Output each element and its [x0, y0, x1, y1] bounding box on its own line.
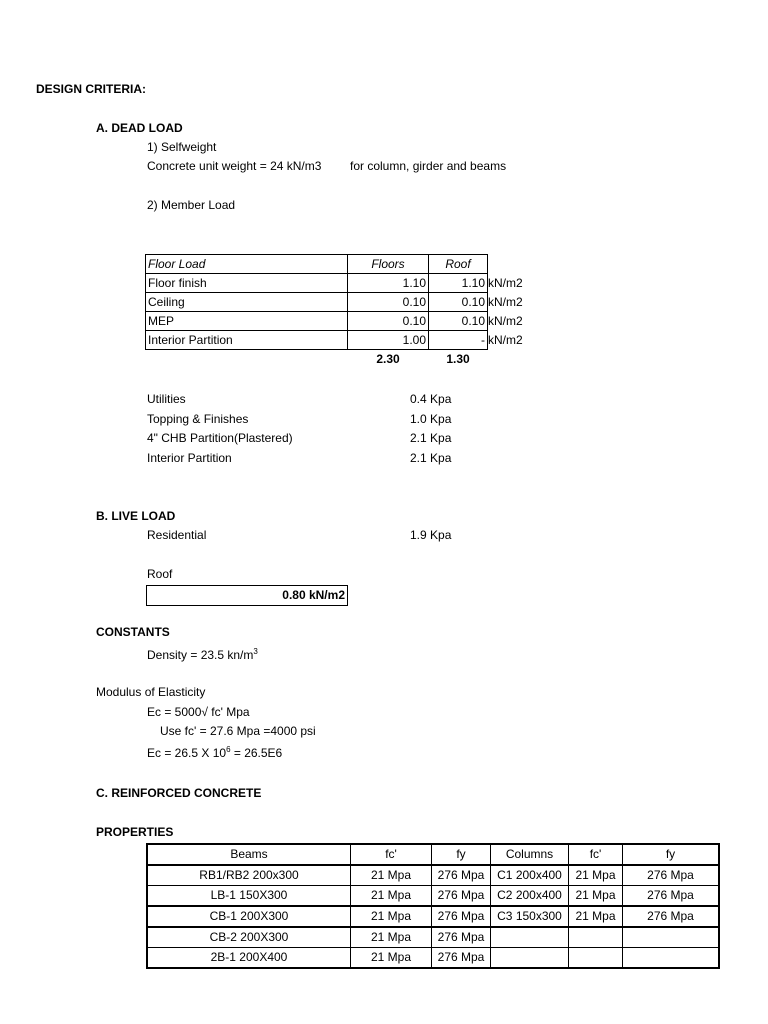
beam-fy: 276 Mpa	[432, 865, 491, 886]
utility-value: 2.1 Kpa	[410, 431, 452, 445]
ec-value-text: Ec = 26.5 X 10	[147, 746, 227, 760]
live-load-heading: B. LIVE LOAD	[96, 509, 176, 523]
row-unit: kN/m2	[488, 276, 523, 290]
column-fy: 276 Mpa	[623, 886, 720, 907]
header-fc: fc'	[351, 844, 432, 865]
column-fy	[623, 927, 720, 948]
header-fy: fy	[432, 844, 491, 865]
table-row	[146, 274, 543, 293]
header-fy: fy	[623, 844, 720, 865]
column-fc: 21 Mpa	[569, 906, 623, 927]
beam-name: LB-1 150X300	[147, 886, 351, 907]
beam-fc: 21 Mpa	[351, 906, 432, 927]
properties-table	[146, 843, 720, 969]
column-fy: 276 Mpa	[623, 906, 720, 927]
row-name: Ceiling	[146, 293, 348, 312]
utility-name: Utilities	[147, 392, 186, 406]
header-columns: Columns	[491, 844, 569, 865]
header-roof: Roof	[429, 255, 488, 274]
reinforced-concrete-heading: C. REINFORCED CONCRETE	[96, 786, 262, 800]
constants-heading: CONSTANTS	[96, 625, 170, 639]
floor-load-table	[145, 254, 543, 368]
row-floors: 0.10	[348, 312, 429, 331]
density-line	[147, 648, 258, 662]
utility-value: 0.4 Kpa	[410, 392, 452, 406]
concrete-unit-weight: Concrete unit weight = 24 kN/m3	[147, 159, 322, 173]
table-row	[147, 906, 719, 927]
roof-label: Roof	[147, 567, 173, 581]
row-unit: kN/m2	[488, 333, 523, 347]
residential-value: 1.9 Kpa	[410, 528, 452, 542]
density-text: Density = 23.5 kn/m	[147, 648, 254, 662]
properties-heading: PROPERTIES	[96, 825, 174, 839]
column-name	[491, 948, 569, 969]
row-name: Floor finish	[146, 274, 348, 293]
column-fy: 276 Mpa	[623, 865, 720, 886]
ec-exponent: 6	[226, 745, 231, 754]
beam-fc: 21 Mpa	[351, 886, 432, 907]
beam-fy: 276 Mpa	[432, 906, 491, 927]
concrete-note: for column, girder and beams	[350, 159, 507, 173]
table-row	[146, 331, 543, 350]
utility-name: Interior Partition	[147, 451, 232, 465]
table-row	[146, 312, 543, 331]
row-roof: 0.10	[429, 293, 488, 312]
beam-name: RB1/RB2 200x300	[147, 865, 351, 886]
total-floors: 2.30	[376, 352, 400, 366]
header-beams: Beams	[147, 844, 351, 865]
row-unit: kN/m2	[488, 295, 523, 309]
roof-value-box: 0.80 kN/m2	[146, 585, 348, 606]
table-header-row	[147, 844, 719, 865]
row-name: MEP	[146, 312, 348, 331]
table-row	[147, 865, 719, 886]
row-floors: 1.00	[348, 331, 429, 350]
dead-load-heading: A. DEAD LOAD	[96, 121, 183, 135]
column-fc: 21 Mpa	[569, 865, 623, 886]
ec-value-line	[147, 746, 282, 760]
beam-fc: 21 Mpa	[351, 948, 432, 969]
beam-fy: 276 Mpa	[432, 948, 491, 969]
table-row	[147, 927, 719, 948]
row-unit: kN/m2	[488, 314, 523, 328]
row-roof: -	[429, 331, 488, 350]
total-roof: 1.30	[446, 352, 470, 366]
table-row	[147, 948, 719, 969]
header-fc: fc'	[569, 844, 623, 865]
column-fy	[623, 948, 720, 969]
utility-name: Topping & Finishes	[147, 412, 249, 426]
table-row	[146, 293, 543, 312]
member-load-label: 2) Member Load	[147, 198, 236, 212]
row-roof: 0.10	[429, 312, 488, 331]
column-fc	[569, 948, 623, 969]
column-fc: 21 Mpa	[569, 886, 623, 907]
table-total-row	[146, 350, 543, 369]
utility-value: 2.1 Kpa	[410, 451, 452, 465]
header-floors: Floors	[348, 255, 429, 274]
header-floor-load: Floor Load	[146, 255, 348, 274]
use-fc-line: Use fc' = 27.6 Mpa =4000 psi	[160, 724, 316, 738]
table-header-row	[146, 255, 543, 274]
row-floors: 0.10	[348, 293, 429, 312]
beam-name: CB-1 200X300	[147, 906, 351, 927]
utility-value: 1.0 Kpa	[410, 412, 452, 426]
ec-value-result: = 26.5E6	[230, 746, 283, 760]
beam-fc: 21 Mpa	[351, 927, 432, 948]
column-name: C2 200x400	[491, 886, 569, 907]
selfweight-label: 1) Selfweight	[147, 140, 217, 154]
column-name: C3 150x300	[491, 906, 569, 927]
table-row	[147, 886, 719, 907]
beam-fy: 276 Mpa	[432, 927, 491, 948]
density-superscript: 3	[253, 647, 258, 656]
row-floors: 1.10	[348, 274, 429, 293]
beam-fc: 21 Mpa	[351, 865, 432, 886]
beam-name: CB-2 200X300	[147, 927, 351, 948]
beam-name: 2B-1 200X400	[147, 948, 351, 969]
residential-label: Residential	[147, 528, 207, 542]
page-title: DESIGN CRITERIA:	[36, 82, 147, 96]
column-name: C1 200x400	[491, 865, 569, 886]
row-name: Interior Partition	[146, 331, 348, 350]
beam-fy: 276 Mpa	[432, 886, 491, 907]
modulus-heading: Modulus of Elasticity	[96, 685, 206, 699]
utility-name: 4" CHB Partition(Plastered)	[147, 431, 293, 445]
row-roof: 1.10	[429, 274, 488, 293]
column-name	[491, 927, 569, 948]
ec-formula: Ec = 5000√ fc' Mpa	[147, 705, 250, 719]
column-fc	[569, 927, 623, 948]
